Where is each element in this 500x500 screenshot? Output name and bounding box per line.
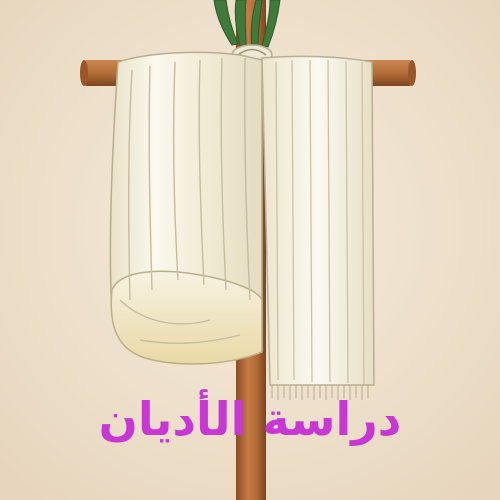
- beam-end-left: [80, 60, 88, 86]
- cloth-right-drape: [262, 56, 374, 400]
- caption-text: دراسة الأديان: [98, 392, 402, 446]
- beam-end-right: [408, 60, 416, 86]
- cloth-left-drape: [110, 52, 262, 364]
